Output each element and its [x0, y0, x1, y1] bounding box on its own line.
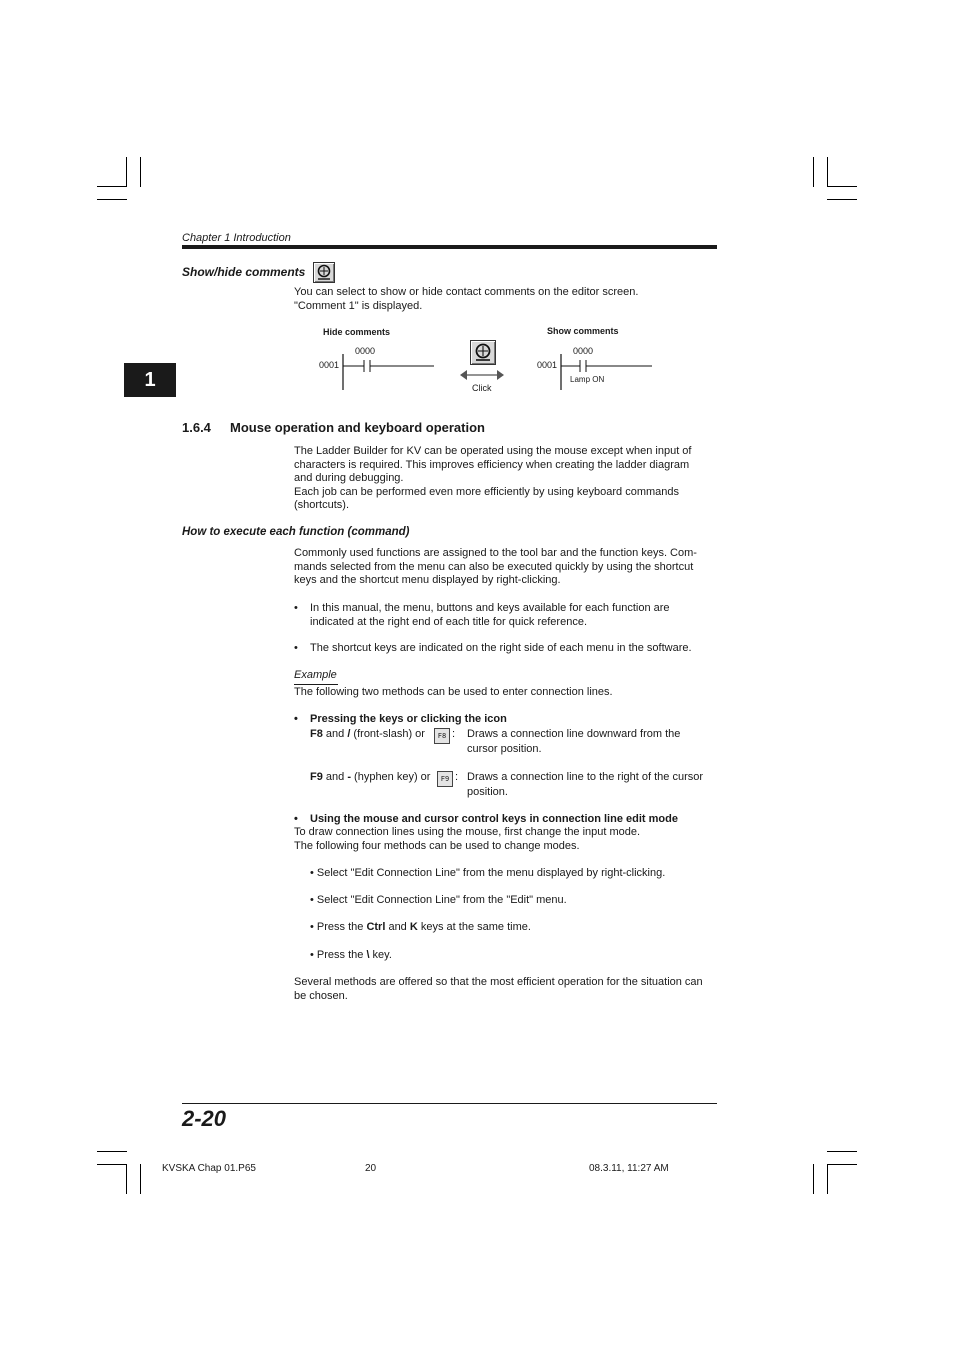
chapter-header: Chapter 1 Introduction — [182, 232, 291, 244]
show-hide-heading: Show/hide comments — [182, 265, 306, 279]
howto-bullet-1 — [310, 602, 670, 629]
chapter-tab-number: 1 — [144, 369, 156, 391]
key-hyphen: - — [347, 771, 351, 783]
section-title: Mouse operation and keyboard operation — [230, 420, 485, 435]
desc-line: position. — [467, 785, 508, 798]
right-contact-number: 0000 — [573, 346, 594, 356]
method1-row2-keys — [310, 771, 430, 785]
show-hide-text-2: "Comment 1" is displayed. — [294, 300, 423, 312]
f8-toolbar-icon[interactable]: F8 — [434, 728, 450, 744]
closing-line: be chosen. — [294, 989, 348, 1002]
comment-text: Lamp ON — [570, 375, 605, 384]
section-number: 1.6.4 — [182, 420, 211, 435]
closing-para — [294, 976, 703, 1003]
key-slash: / — [347, 728, 351, 740]
key-ctrl: Ctrl — [366, 921, 386, 933]
item-text: key. — [369, 949, 392, 961]
key-and: and — [322, 728, 348, 740]
mode-item-1: • Select "Edit Connection Line" from the menu displayed by right-clicking. — [310, 867, 666, 879]
example-intro: The following two methods can be used to enter connection lines. — [294, 686, 613, 698]
page-number: 2-20 — [182, 1106, 227, 1131]
comment-toggle-icon[interactable] — [313, 262, 335, 283]
howto-para-line: Commonly used functions are assigned to the tool bar and the function keys. Com- — [294, 547, 697, 559]
colon: : — [452, 728, 456, 740]
section-para-line: (shortcuts). — [294, 499, 350, 512]
footer-date: 08.3.11, 11:27 AM — [589, 1163, 669, 1174]
method2-line-2: The following four methods can be used to change modes. — [294, 840, 580, 852]
key-desc: (hyphen key) or — [350, 771, 431, 783]
left-contact-number: 0000 — [355, 346, 376, 356]
method1-title: Pressing the keys or clicking the icon — [310, 713, 507, 725]
method1-row1-desc — [467, 728, 680, 756]
show-comments-label: Show comments — [547, 326, 619, 336]
mode-item-3 — [310, 921, 531, 935]
mode-item-2: • Select "Edit Connection Line" from the "Edit" menu. — [310, 894, 567, 906]
key-f9: F9 — [310, 771, 323, 783]
chapter-tab — [124, 363, 176, 397]
desc-line: cursor position. — [467, 742, 542, 755]
hide-comments-label: Hide comments — [323, 327, 391, 337]
footer-rule — [182, 1103, 717, 1104]
howto-para-line: mands selected from the menu can also be executed quickly by using the shortcut — [294, 560, 694, 573]
bullet-line: indicated at the right end of each title for quick reference. — [310, 615, 587, 628]
example-label: Example — [294, 669, 338, 685]
howto-para-line: keys and the shortcut menu displayed by right-clicking. — [294, 574, 561, 587]
header-rule — [182, 245, 717, 249]
section-para-line: Each job can be performed even more efficiently by using keyboard commands — [294, 485, 680, 498]
item-text: • Press the — [310, 949, 367, 961]
key-and: and — [322, 771, 348, 783]
section-para — [294, 445, 691, 513]
method2-line-1: To draw connection lines using the mouse, first change the input mode. — [294, 826, 641, 838]
method1-row1-keys — [310, 728, 425, 742]
colon: : — [455, 771, 459, 783]
bullet-dot: • — [294, 602, 298, 614]
right-address: 0001 — [537, 360, 558, 370]
section-para-line: The Ladder Builder for KV can be operated using the mouse except when input of — [294, 445, 692, 457]
key-k: K — [409, 921, 418, 933]
footer-file: KVSKA Chap 01.P65 — [162, 1163, 256, 1174]
howto-heading: How to execute each function (command) — [182, 526, 410, 538]
footer-num: 20 — [365, 1163, 377, 1174]
double-arrow-icon — [460, 369, 504, 381]
item-text: • Press the — [310, 921, 367, 933]
left-address: 0001 — [319, 360, 340, 370]
bullet-dot: • — [294, 642, 298, 654]
item-text: and — [385, 921, 410, 933]
key-f8: F8 — [310, 728, 323, 740]
mode-item-4 — [310, 949, 392, 963]
key-backslash: \ — [366, 949, 370, 961]
show-hide-text-1: You can select to show or hide contact comments on the editor screen. — [294, 286, 639, 298]
section-para-line: and during debugging. — [294, 472, 404, 485]
left-ladder-rung — [342, 354, 436, 390]
comment-toggle-icon-large[interactable] — [470, 340, 496, 365]
section-para-line: characters is required. This improves efficiency when creating the ladder diagram — [294, 458, 690, 471]
method2-title: Using the mouse and cursor control keys in connection line edit mode — [310, 813, 678, 825]
howto-para — [294, 547, 697, 588]
item-text: keys at the same time. — [417, 921, 531, 933]
f9-toolbar-icon[interactable]: F9 — [437, 771, 453, 787]
right-ladder-rung — [560, 354, 654, 390]
bullet-dot: • — [294, 713, 298, 725]
desc-line: Draws a connection line to the right of the cursor — [467, 771, 704, 783]
bullet-line: In this manual, the menu, buttons and keys available for each function are — [310, 602, 670, 614]
closing-line: Several methods are offered so that the most efficient operation for the situation can — [294, 976, 703, 988]
desc-line: Draws a connection line downward from the — [467, 728, 681, 740]
howto-bullet-2: The shortcut keys are indicated on the right side of each menu in the software. — [310, 642, 692, 654]
method1-row2-desc — [467, 771, 703, 799]
bullet-dot: • — [294, 813, 298, 825]
click-label: Click — [472, 383, 492, 393]
key-desc: (front-slash) or — [350, 728, 425, 740]
